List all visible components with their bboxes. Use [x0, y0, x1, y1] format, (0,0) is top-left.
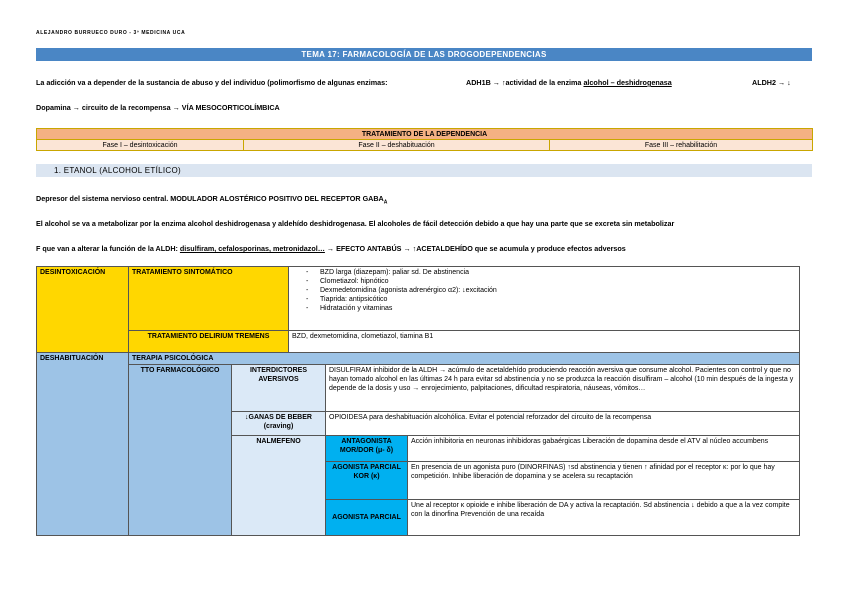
treatment-block: [36, 128, 812, 151]
tto-cell: TTO FARMACOLÓGICO: [129, 365, 232, 536]
opioidesa-cell: OPIOIDESA para deshabituación alcohólica. Evitar el potencial reforzador del circuito de la recompensa: [326, 412, 800, 436]
section-p3: [36, 244, 812, 253]
treatment-table: [36, 128, 813, 151]
sintomatico-list-cell: [289, 267, 800, 331]
adh1b-enzyme: alcohol – deshidrogenasa: [583, 78, 672, 87]
section-p1: [36, 194, 812, 207]
intro-line2: Dopamina → circuito de la recompensa → VÍA MESOCORTICOLÍMBICA: [36, 103, 280, 112]
desintox-cell: DESINTOXICACIÓN: [37, 267, 129, 353]
page-title: TEMA 17: FARMACOLOGÍA DE LAS DROGODEPENDENCIAS: [36, 48, 812, 61]
intro-aldh2: ALDH2 → ↓: [752, 78, 791, 87]
p3-prefix: F que van a alterar la función de la ALDH:: [36, 244, 178, 253]
agon-parcial-text-cell: Une al receptor κ opioide e inhibe liberación de DA y activa la recaptación. Sd abstinencia ↓ debido a que a la vez compite con la dinorfina Prevención de una recaída: [408, 500, 800, 536]
sintomatico-list: [292, 268, 796, 313]
p3-suffix: → EFECTO ANTABÚS → ↑ACETALDEHÍDO que se acumula y produce efectos adversos: [326, 244, 626, 253]
sintomatico-cell: TRATAMIENTO SINTOMÁTICO: [129, 267, 289, 331]
adh1b-text: ADH1B → ↑actividad de la enzima: [466, 78, 582, 87]
psico-cell: TERAPIA PSICOLÓGICA: [129, 353, 800, 365]
deshab-cell: DESHABITUACIÓN: [37, 353, 129, 536]
agon-parcial-cell: AGONISTA PARCIAL: [326, 500, 408, 536]
sintomatico-item: - Clometiazol: hipnótico: [306, 277, 796, 286]
p1-sub: A: [383, 199, 388, 206]
p1-text: Depresor del sistema nervioso central. MODULADOR ALOSTÉRICO POSITIVO DEL RECEPTOR GABA: [36, 194, 384, 203]
main-table-wrap: [36, 266, 800, 536]
disulfiram-cell: DISULFIRAM inhibidor de la ALDH → acúmulo de acetaldehído produciendo reacción aversiva que consume alcohol. Pacientes con control y que no hayan tomado alcohol en las últimas 24 h para evitar sd abstinencia y no se produzca la reacción disulfiram – alcohol (10 min después de la ingesta y depende de la dosis y uso → enrojecimiento, palpitaciones, dificultad respiratoria, náuseas, vómitos…: [326, 365, 800, 412]
sintomatico-item: - BZD larga (diazepam): paliar sd. De abstinencia: [306, 268, 796, 277]
antagonista-cell: ANTAGONISTA MOR/DOR (μ- δ): [326, 436, 408, 462]
nalmefeno-cell: NALMEFENO: [232, 436, 326, 536]
ganas-cell: ↓GANAS DE BEBER (craving): [232, 412, 326, 436]
main-table: [36, 266, 800, 536]
delirium-cell: TRATAMIENTO DELIRIUM TREMENS: [129, 331, 289, 353]
phase-3: Fase III – rehabilitación: [550, 140, 813, 151]
p3-drugs: disulfiram, cefalosporinas, metronidazol…: [179, 244, 325, 253]
sintomatico-item: - Hidratación y vitaminas: [306, 304, 796, 313]
agon-kor-cell: AGONISTA PARCIAL KOR (κ): [326, 462, 408, 500]
antagonista-text-cell: Acción inhibitoria en neuronas inhibidoras gabaérgicas Liberación de dopamina desde el ATV al núcleo accumbens: [408, 436, 800, 462]
agon-kor-text-cell: En presencia de un agonista puro (DINORFINAS) ↑sd abstinencia y tienen ↑ afinidad por el receptor κ: por lo que hay competición. Inhibe liberación de dopamina y se acelera su recaptación: [408, 462, 800, 500]
section-p2: El alcohol se va a metabolizar por la enzima alcohol deshidrogenasa y aldehído deshidrogenasa. El alcoholes de fácil detección debido a que hay una parte que se excreta sin metabolizar: [36, 219, 675, 228]
sintomatico-item: - Tiaprida: antipsicótico: [306, 295, 796, 304]
intro-adh1b: [466, 78, 672, 87]
treatment-header: TRATAMIENTO DE LA DEPENDENCIA: [37, 129, 813, 140]
section-title: 1. ETANOL (ALCOHOL ETÍLICO): [36, 164, 812, 177]
sintomatico-item: - Dexmedetomidina (agonista adrenérgico α2): ↓excitación: [306, 286, 796, 295]
delirium-text-cell: BZD, dexmetomidina, clometiazol, tiamina B1: [289, 331, 800, 353]
interdictores-cell: INTERDICTORES AVERSIVOS: [232, 365, 326, 412]
phase-1: Fase I – desintoxicación: [37, 140, 244, 151]
author-header: ALEJANDRO BURRUECO DURO - 3º MEDICINA UCA: [36, 30, 186, 36]
phase-2: Fase II – deshabituación: [244, 140, 550, 151]
intro-line1: La adicción va a depender de la sustancia de abuso y del individuo (polimorfismo de algunas enzimas:: [36, 78, 388, 87]
